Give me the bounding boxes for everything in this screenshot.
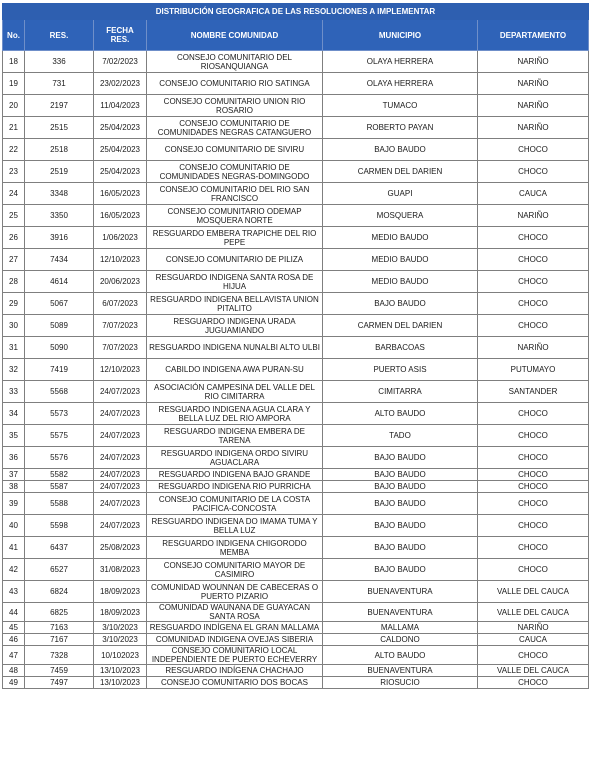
cell-departamento: CHOCO [478,677,589,689]
cell-fecha: 13/10/2023 [94,665,147,677]
table-body [3,51,589,689]
cell-fecha: 16/05/2023 [94,205,147,227]
table-row [3,403,589,425]
cell-res: 7497 [25,677,94,689]
table-title: DISTRIBUCIÓN GEOGRAFICA DE LAS RESOLUCIONES A IMPLEMENTAR [3,4,589,20]
cell-fecha: 24/07/2023 [94,493,147,515]
cell-no: 28 [3,271,25,293]
cell-res: 3916 [25,227,94,249]
cell-municipio: BAJO BAUDO [323,469,478,481]
cell-no: 32 [3,359,25,381]
cell-fecha: 3/10/2023 [94,622,147,634]
table-row [3,359,589,381]
cell-nombre: CONSEJO COMUNITARIO DE COMUNIDADES NEGRAS CATANGUERO [147,117,323,139]
table-row [3,51,589,73]
cell-municipio: BARBACOAS [323,337,478,359]
cell-municipio: BAJO BAUDO [323,139,478,161]
cell-nombre: RESGUARDO INDIGENA AGUA CLARA Y BELLA LUZ DEL RIO AMPORA [147,403,323,425]
cell-departamento: NARIÑO [478,337,589,359]
cell-res: 5576 [25,447,94,469]
header-nombre: NOMBRE COMUNIDAD [147,20,323,51]
table-row [3,515,589,537]
cell-nombre: CONSEJO COMUNITARIO MAYOR DE CASIMIRO [147,559,323,581]
cell-municipio: BAJO BAUDO [323,559,478,581]
cell-departamento: NARIÑO [478,117,589,139]
cell-no: 26 [3,227,25,249]
cell-departamento: CHOCO [478,293,589,315]
cell-departamento: CHOCO [478,403,589,425]
cell-fecha: 1/06/2023 [94,227,147,249]
cell-nombre: CABILDO INDIGENA AWA PURAN-SU [147,359,323,381]
cell-res: 5089 [25,315,94,337]
cell-departamento: CHOCO [478,139,589,161]
cell-res: 2197 [25,95,94,117]
cell-municipio: BAJO BAUDO [323,293,478,315]
cell-municipio: OLAYA HERRERA [323,73,478,95]
table-row [3,205,589,227]
cell-no: 23 [3,161,25,183]
cell-fecha: 24/07/2023 [94,403,147,425]
cell-municipio: MALLAMA [323,622,478,634]
cell-fecha: 12/10/2023 [94,359,147,381]
table-row [3,447,589,469]
cell-municipio: CALDONO [323,634,478,646]
cell-res: 5587 [25,481,94,493]
cell-nombre: COMUNIDAD INDIGENA OVEJAS SIBERIA [147,634,323,646]
cell-municipio: MEDIO BAUDO [323,227,478,249]
cell-municipio: CIMITARRA [323,381,478,403]
cell-res: 6825 [25,603,94,622]
cell-municipio: ROBERTO PAYAN [323,117,478,139]
table-row [3,603,589,622]
cell-res: 6527 [25,559,94,581]
cell-no: 43 [3,581,25,603]
cell-municipio: TADO [323,425,478,447]
table-row [3,161,589,183]
cell-res: 5090 [25,337,94,359]
cell-municipio: BAJO BAUDO [323,493,478,515]
cell-nombre: RESGUARDO INDIGENA RIO PURRICHA [147,481,323,493]
cell-no: 47 [3,646,25,665]
resolutions-table [2,3,589,689]
cell-fecha: 25/04/2023 [94,139,147,161]
cell-municipio: TUMACO [323,95,478,117]
cell-departamento: CHOCO [478,249,589,271]
cell-no: 45 [3,622,25,634]
cell-departamento: VALLE DEL CAUCA [478,581,589,603]
cell-no: 37 [3,469,25,481]
cell-nombre: CONSEJO COMUNITARIO LOCAL INDEPENDIENTE DE PUERTO ECHEVERRY [147,646,323,665]
cell-nombre: RESGUARDO INDIGENA CHIGORODO MEMBA [147,537,323,559]
cell-departamento: CHOCO [478,493,589,515]
cell-nombre: RESGUARDO INDIGENA BELLAVISTA UNION PITALITO [147,293,323,315]
cell-departamento: SANTANDER [478,381,589,403]
cell-nombre: CONSEJO COMUNITARIO DE SIVIRU [147,139,323,161]
table-row [3,227,589,249]
cell-fecha: 7/07/2023 [94,337,147,359]
cell-fecha: 24/07/2023 [94,447,147,469]
table-row [3,677,589,689]
table-row [3,581,589,603]
cell-fecha: 7/07/2023 [94,315,147,337]
cell-municipio: PUERTO ASIS [323,359,478,381]
table-row [3,117,589,139]
cell-no: 27 [3,249,25,271]
cell-departamento: CHOCO [478,425,589,447]
cell-departamento: CHOCO [478,227,589,249]
cell-res: 5568 [25,381,94,403]
header-departamento: DEPARTAMENTO [478,20,589,51]
cell-res: 5067 [25,293,94,315]
cell-nombre: RESGUARDO INDIGENA NUNALBI ALTO ULBI [147,337,323,359]
cell-fecha: 11/04/2023 [94,95,147,117]
cell-municipio: BAJO BAUDO [323,447,478,469]
table-row [3,559,589,581]
cell-res: 2518 [25,139,94,161]
table-row [3,481,589,493]
cell-res: 4614 [25,271,94,293]
cell-fecha: 24/07/2023 [94,381,147,403]
table-row [3,139,589,161]
cell-nombre: RESGUARDO INDIGENA DO IMAMA TUMA Y BELLA LUZ [147,515,323,537]
cell-nombre: CONSEJO COMUNITARIO DOS BOCAS [147,677,323,689]
cell-fecha: 18/09/2023 [94,603,147,622]
cell-departamento: VALLE DEL CAUCA [478,603,589,622]
table-row [3,183,589,205]
cell-res: 5582 [25,469,94,481]
cell-departamento: VALLE DEL CAUCA [478,665,589,677]
cell-departamento: NARIÑO [478,73,589,95]
cell-departamento: CHOCO [478,537,589,559]
cell-departamento: NARIÑO [478,622,589,634]
cell-no: 33 [3,381,25,403]
table-row [3,665,589,677]
cell-res: 7419 [25,359,94,381]
cell-no: 31 [3,337,25,359]
cell-fecha: 6/07/2023 [94,293,147,315]
cell-departamento: CHOCO [478,271,589,293]
cell-fecha: 24/07/2023 [94,469,147,481]
cell-res: 5598 [25,515,94,537]
cell-nombre: COMUNIDAD WAUNANA DE GUAYACAN SANTA ROSA [147,603,323,622]
cell-municipio: BUENAVENTURA [323,665,478,677]
cell-nombre: CONSEJO COMUNITARIO DE COMUNIDADES NEGRAS-DOMINGODO [147,161,323,183]
cell-departamento: CHOCO [478,469,589,481]
cell-nombre: RESGUARDO INDIGENA ORDO SIVIRU AGUACLARA [147,447,323,469]
cell-res: 336 [25,51,94,73]
cell-no: 49 [3,677,25,689]
cell-no: 21 [3,117,25,139]
cell-departamento: NARIÑO [478,51,589,73]
cell-fecha: 25/04/2023 [94,117,147,139]
cell-departamento: PUTUMAYO [478,359,589,381]
cell-nombre: ASOCIACIÓN CAMPESINA DEL VALLE DEL RIO CIMITARRA [147,381,323,403]
table-row [3,73,589,95]
cell-fecha: 24/07/2023 [94,515,147,537]
cell-nombre: RESGUARDO INDIGENA BAJO GRANDE [147,469,323,481]
cell-municipio: MEDIO BAUDO [323,249,478,271]
cell-departamento: CHOCO [478,481,589,493]
table-row [3,271,589,293]
cell-res: 7163 [25,622,94,634]
table-row [3,381,589,403]
cell-nombre: RESGUARDO INDIGENA URADA JUGUAMIANDO [147,315,323,337]
header-fecha: FECHA RES. [94,20,147,51]
cell-departamento: CAUCA [478,634,589,646]
header-res: RES. [25,20,94,51]
table-row [3,249,589,271]
cell-res: 5588 [25,493,94,515]
cell-municipio: ALTO BAUDO [323,646,478,665]
cell-municipio: BAJO BAUDO [323,537,478,559]
cell-departamento: CHOCO [478,515,589,537]
cell-no: 41 [3,537,25,559]
cell-nombre: CONSEJO COMUNITARIO DE LA COSTA PACIFICA-CONCOSTA [147,493,323,515]
table-row [3,634,589,646]
table-row [3,537,589,559]
cell-no: 29 [3,293,25,315]
cell-res: 7167 [25,634,94,646]
cell-nombre: CONSEJO COMUNITARIO UNION RIO ROSARIO [147,95,323,117]
cell-no: 35 [3,425,25,447]
table-row [3,469,589,481]
cell-res: 6824 [25,581,94,603]
table-row [3,315,589,337]
cell-municipio: BAJO BAUDO [323,481,478,493]
table-row [3,622,589,634]
cell-municipio: BUENAVENTURA [323,581,478,603]
cell-municipio: CARMEN DEL DARIEN [323,161,478,183]
cell-no: 44 [3,603,25,622]
cell-no: 18 [3,51,25,73]
cell-fecha: 3/10/2023 [94,634,147,646]
cell-nombre: CONSEJO COMUNITARIO DEL RIO SAN FRANCISCO [147,183,323,205]
cell-municipio: MEDIO BAUDO [323,271,478,293]
cell-nombre: RESGUARDO INDÍGENA EL GRAN MALLAMA [147,622,323,634]
cell-nombre: COMUNIDAD WOUNNAN DE CABECERAS O PUERTO PIZARIO [147,581,323,603]
table-row [3,337,589,359]
table-row [3,646,589,665]
table-row [3,293,589,315]
cell-fecha: 31/08/2023 [94,559,147,581]
cell-nombre: RESGUARDO INDIGENA SANTA ROSA DE HIJUA [147,271,323,293]
cell-res: 3348 [25,183,94,205]
cell-res: 731 [25,73,94,95]
cell-nombre: RESGUARDO EMBERA TRAPICHE DEL RIO PEPE [147,227,323,249]
cell-fecha: 25/08/2023 [94,537,147,559]
cell-departamento: CHOCO [478,447,589,469]
cell-res: 6437 [25,537,94,559]
cell-fecha: 24/07/2023 [94,481,147,493]
cell-res: 5575 [25,425,94,447]
cell-municipio: MOSQUERA [323,205,478,227]
cell-municipio: BAJO BAUDO [323,515,478,537]
header-municipio: MUNICIPIO [323,20,478,51]
cell-municipio: GUAPI [323,183,478,205]
cell-fecha: 23/02/2023 [94,73,147,95]
cell-nombre: CONSEJO COMUNITARIO ODEMAP MOSQUERA NORTE [147,205,323,227]
cell-nombre: CONSEJO COMUNITARIO RIO SATINGA [147,73,323,95]
cell-fecha: 20/06/2023 [94,271,147,293]
cell-res: 7328 [25,646,94,665]
header-row [3,20,589,51]
cell-no: 24 [3,183,25,205]
cell-fecha: 16/05/2023 [94,183,147,205]
cell-municipio: ALTO BAUDO [323,403,478,425]
cell-nombre: RESGUARDO INDÍGENA CHACHAJO [147,665,323,677]
cell-departamento: NARIÑO [478,205,589,227]
cell-no: 46 [3,634,25,646]
cell-no: 34 [3,403,25,425]
cell-nombre: CONSEJO COMUNITARIO DEL RIOSANQUIANGA [147,51,323,73]
cell-no: 36 [3,447,25,469]
cell-nombre: CONSEJO COMUNITARIO DE PILIZA [147,249,323,271]
cell-departamento: NARIÑO [478,95,589,117]
cell-fecha: 18/09/2023 [94,581,147,603]
cell-fecha: 10/102023 [94,646,147,665]
cell-departamento: CHOCO [478,646,589,665]
table-row [3,425,589,447]
cell-no: 39 [3,493,25,515]
header-no: No. [3,20,25,51]
cell-municipio: CARMEN DEL DARIEN [323,315,478,337]
cell-res: 5573 [25,403,94,425]
cell-departamento: CHOCO [478,315,589,337]
cell-fecha: 7/02/2023 [94,51,147,73]
cell-no: 22 [3,139,25,161]
cell-no: 42 [3,559,25,581]
cell-res: 7434 [25,249,94,271]
cell-departamento: CAUCA [478,183,589,205]
cell-no: 48 [3,665,25,677]
table-row [3,95,589,117]
cell-no: 40 [3,515,25,537]
cell-fecha: 12/10/2023 [94,249,147,271]
cell-res: 7459 [25,665,94,677]
cell-no: 25 [3,205,25,227]
cell-fecha: 24/07/2023 [94,425,147,447]
cell-departamento: CHOCO [478,161,589,183]
cell-no: 20 [3,95,25,117]
cell-res: 2519 [25,161,94,183]
cell-fecha: 13/10/2023 [94,677,147,689]
cell-res: 3350 [25,205,94,227]
table-row [3,493,589,515]
cell-no: 30 [3,315,25,337]
cell-municipio: RIOSUCIO [323,677,478,689]
cell-departamento: CHOCO [478,559,589,581]
cell-nombre: RESGUARDO INDIGENA EMBERA DE TARENA [147,425,323,447]
cell-res: 2515 [25,117,94,139]
cell-municipio: OLAYA HERRERA [323,51,478,73]
cell-municipio: BUENAVENTURA [323,603,478,622]
cell-no: 38 [3,481,25,493]
cell-no: 19 [3,73,25,95]
cell-fecha: 25/04/2023 [94,161,147,183]
